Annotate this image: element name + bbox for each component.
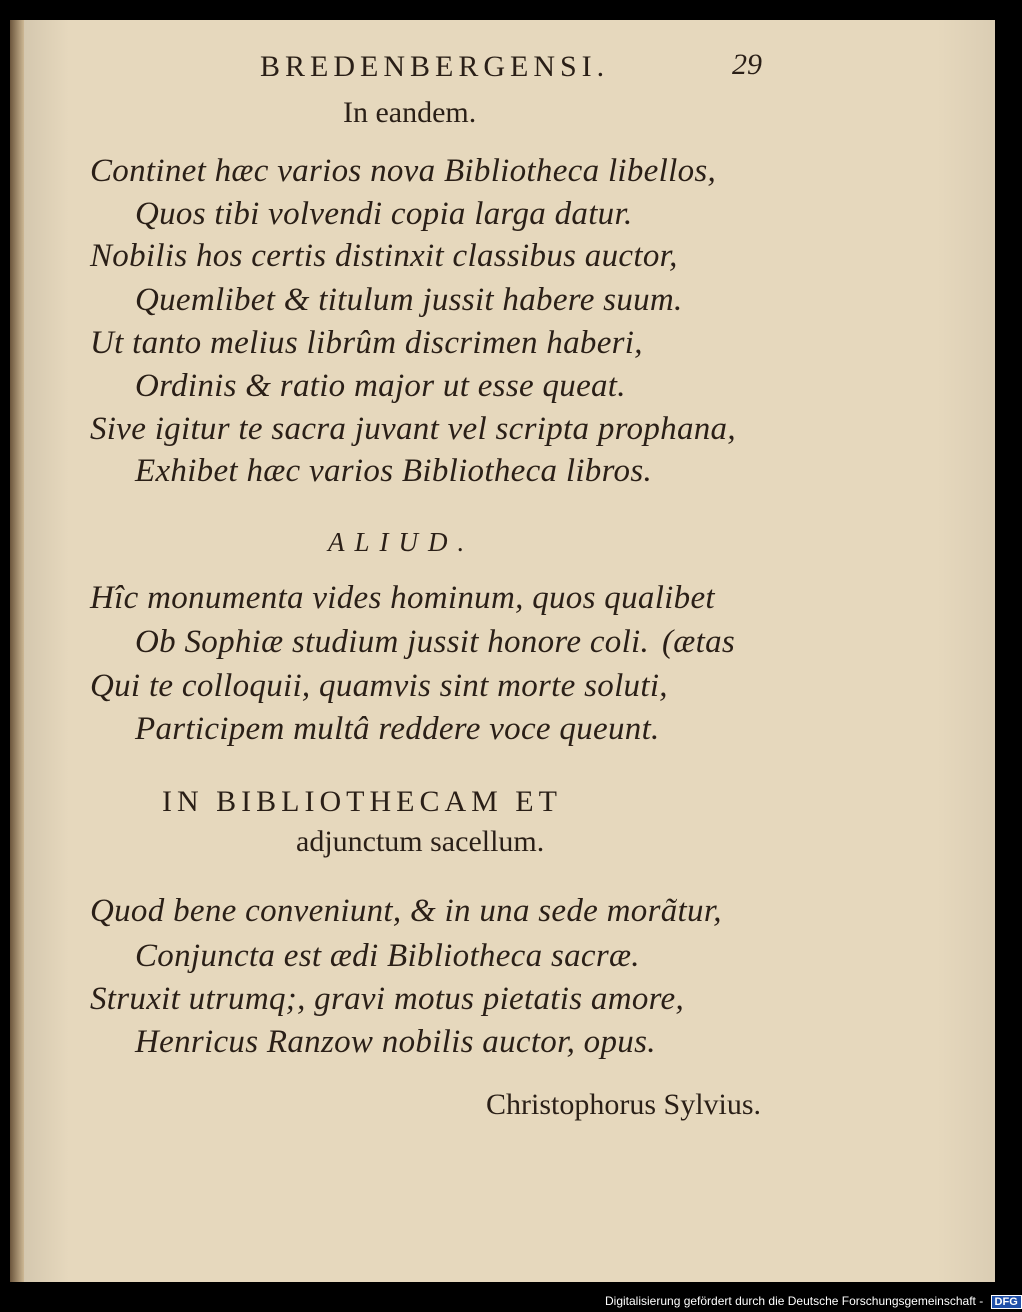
verse-line: Qui te colloquii, quamvis sint morte soluti,	[90, 668, 668, 704]
verse-line: Ut tanto melius librûm discrimen haberi,	[90, 325, 643, 361]
verse-line: Quos tibi volvendi copia larga datur.	[135, 196, 633, 232]
verse-line-turnover: (ætas	[662, 624, 736, 660]
digitization-credit	[605, 1294, 1022, 1309]
verse-line: Participem multâ reddere voce queunt.	[135, 711, 660, 747]
verse-line: Sive igitur te sacra juvant vel scripta prophana,	[90, 411, 736, 447]
verse-line: Ordinis & ratio major ut esse queat.	[135, 368, 626, 404]
verse-line: Nobilis hos certis distinxit classibus auctor,	[90, 238, 678, 274]
verse-line: Exhibet hæc varios Bibliotheca libros.	[135, 453, 653, 489]
poem1-heading: In eandem.	[343, 96, 477, 129]
verse-line: Struxit utrumq;, gravi motus pietatis amore,	[90, 981, 685, 1017]
poem3-subheading: adjunctum sacellum.	[296, 825, 545, 858]
verse-line: Quod bene conveniunt, & in una sede morãtur,	[90, 893, 722, 929]
running-head: BREDENBERGENSI.	[260, 50, 610, 83]
book-page	[10, 20, 995, 1282]
credit-text: Digitalisierung gefördert durch die Deutsche Forschungsgemeinschaft -	[605, 1294, 984, 1308]
poem3-heading: IN BIBLIOTHECAM ET	[162, 785, 562, 818]
page-gutter	[10, 20, 24, 1282]
verse-line: Henricus Ranzow nobilis auctor, opus.	[135, 1024, 656, 1060]
verse-line: Ob Sophiæ studium jussit honore coli.	[135, 624, 650, 660]
page-number: 29	[732, 48, 762, 81]
verse-line: Conjuncta est ædi Bibliotheca sacræ.	[135, 938, 640, 974]
verse-line: Hîc monumenta vides hominum, quos qualibet	[90, 580, 715, 616]
author-signature: Christophorus Sylvius.	[486, 1088, 762, 1121]
poem2-heading: ALIUD.	[328, 527, 475, 557]
dfg-logo: DFG	[991, 1295, 1022, 1309]
verse-line: Quemlibet & titulum jussit habere suum.	[135, 282, 683, 318]
verse-line: Continet hæc varios nova Bibliotheca libellos,	[90, 153, 717, 189]
